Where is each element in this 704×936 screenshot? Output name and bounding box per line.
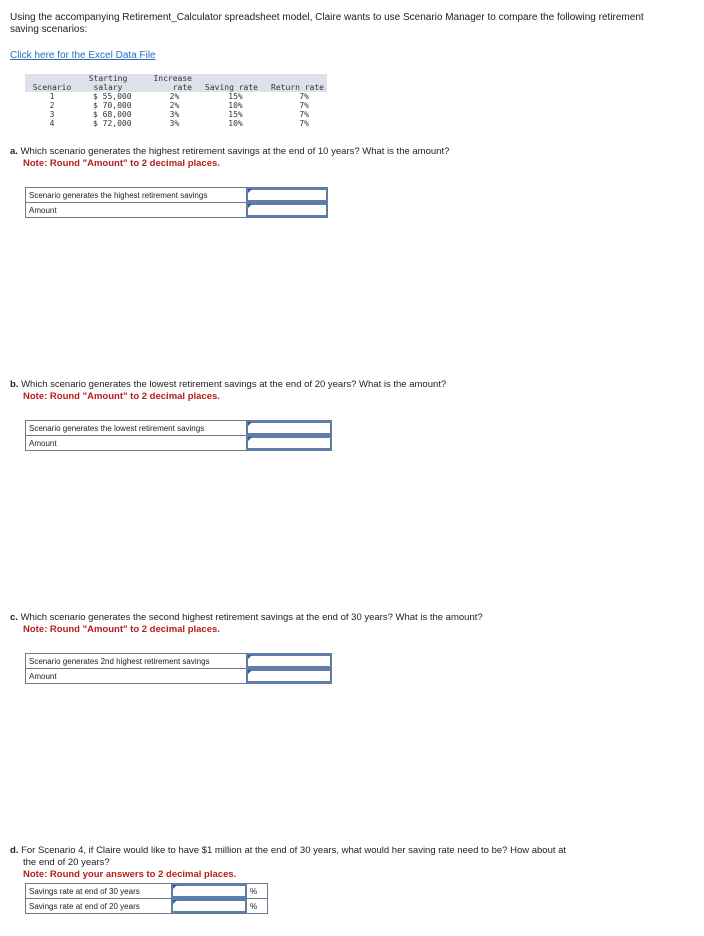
answer-b-label-amount: Amount bbox=[26, 436, 247, 451]
cell-salary: $ 55,000 bbox=[93, 92, 132, 101]
cell-scenario: 1 bbox=[49, 92, 55, 101]
answer-a-amount-input[interactable] bbox=[247, 203, 327, 217]
cell-increase: 2% bbox=[169, 101, 180, 110]
cell-salary: $ 68,000 bbox=[93, 110, 132, 119]
cell-saving: 15% bbox=[228, 110, 243, 119]
intro-text: Using the accompanying Retirement_Calculator spreadsheet model, Claire wants to use Scenario Manager to compare the following retirement saving scenarios: bbox=[10, 12, 644, 35]
answer-d-30-years-input[interactable] bbox=[172, 884, 246, 898]
answer-d-label-20-years: Savings rate at end of 20 years bbox=[26, 899, 172, 914]
table-row bbox=[25, 92, 327, 101]
question-a-note: Note: Round "Amount" to 2 decimal places. bbox=[23, 158, 220, 169]
answer-b-scenario-cell bbox=[247, 421, 332, 436]
col-starting-salary: Starting salary bbox=[79, 74, 137, 92]
answer-a-label-amount: Amount bbox=[26, 203, 247, 218]
question-d-letter: d. bbox=[10, 845, 19, 856]
question-b-note: Note: Round "Amount" to 2 decimal places. bbox=[23, 391, 220, 402]
question-d-text-line1: For Scenario 4, if Claire would like to have $1 million at the end of 30 years, what would her saving rate need to be? How about at bbox=[21, 845, 567, 856]
question-d-note: Note: Round your answers to 2 decimal places. bbox=[23, 869, 237, 880]
answer-table-a bbox=[25, 187, 328, 218]
answer-table-d bbox=[25, 883, 268, 914]
question-b bbox=[10, 379, 650, 403]
cell-return: 7% bbox=[299, 101, 309, 110]
cell-return: 7% bbox=[299, 110, 309, 119]
answer-c-amount-input[interactable] bbox=[247, 669, 331, 683]
answer-a-label-scenario: Scenario generates the highest retirement savings bbox=[26, 188, 247, 203]
question-a bbox=[10, 146, 650, 170]
cell-return: 7% bbox=[299, 119, 309, 128]
answer-a-amount-cell bbox=[247, 203, 328, 218]
scenario-table bbox=[25, 74, 327, 128]
cell-saving: 15% bbox=[228, 92, 243, 101]
answer-table-b bbox=[25, 420, 332, 451]
question-c-text: Which scenario generates the second highest retirement savings at the end of 30 years? What is the amount? bbox=[20, 612, 483, 623]
col-saving-rate: Saving rate bbox=[195, 74, 261, 92]
answer-d-20-years-unit: % bbox=[247, 899, 268, 914]
excel-data-file-link[interactable]: Click here for the Excel Data File bbox=[10, 50, 156, 61]
question-a-text: Which scenario generates the highest retirement savings at the end of 10 years? What is the amount? bbox=[20, 146, 450, 157]
cell-increase: 3% bbox=[169, 110, 180, 119]
col-scenario: Scenario bbox=[25, 74, 79, 92]
answer-c-scenario-cell bbox=[247, 654, 332, 669]
question-d bbox=[10, 845, 650, 881]
question-c bbox=[10, 612, 650, 636]
cell-increase: 3% bbox=[169, 119, 180, 128]
question-b-text: Which scenario generates the lowest retirement savings at the end of 20 years? What is the amount? bbox=[21, 379, 447, 390]
cell-scenario: 4 bbox=[49, 119, 55, 128]
answer-c-amount-cell bbox=[247, 669, 332, 684]
question-d-text-line2: the end of 20 years? bbox=[23, 857, 110, 868]
cell-salary: $ 70,000 bbox=[93, 101, 132, 110]
question-c-note: Note: Round "Amount" to 2 decimal places. bbox=[23, 624, 220, 635]
question-a-letter: a. bbox=[10, 146, 18, 157]
answer-d-20-years-input[interactable] bbox=[172, 899, 246, 913]
question-b-letter: b. bbox=[10, 379, 19, 390]
answer-c-scenario-input[interactable] bbox=[247, 654, 331, 668]
cell-increase: 2% bbox=[169, 92, 180, 101]
cell-return: 7% bbox=[299, 92, 309, 101]
answer-b-label-scenario: Scenario generates the lowest retirement savings bbox=[26, 421, 247, 436]
cell-saving: 10% bbox=[228, 119, 243, 128]
answer-table-c bbox=[25, 653, 332, 684]
answer-d-30-years-cell bbox=[172, 884, 247, 899]
table-row bbox=[25, 101, 327, 110]
cell-saving: 10% bbox=[228, 101, 243, 110]
answer-b-amount-cell bbox=[247, 436, 332, 451]
answer-a-scenario-cell bbox=[247, 188, 328, 203]
table-row bbox=[25, 110, 327, 119]
cell-scenario: 2 bbox=[49, 101, 55, 110]
table-row bbox=[25, 119, 327, 128]
answer-d-20-years-cell bbox=[172, 899, 247, 914]
col-return-rate: Return rate bbox=[261, 74, 327, 92]
answer-c-label-amount: Amount bbox=[26, 669, 247, 684]
answer-b-scenario-input[interactable] bbox=[247, 421, 331, 435]
answer-a-scenario-input[interactable] bbox=[247, 188, 327, 202]
cell-scenario: 3 bbox=[49, 110, 55, 119]
cell-salary: $ 72,000 bbox=[93, 119, 132, 128]
answer-c-label-scenario: Scenario generates 2nd highest retirement savings bbox=[26, 654, 247, 669]
answer-d-label-30-years: Savings rate at end of 30 years bbox=[26, 884, 172, 899]
col-increase-rate: Increase rate bbox=[137, 74, 195, 92]
answer-d-30-years-unit: % bbox=[247, 884, 268, 899]
question-c-letter: c. bbox=[10, 612, 18, 623]
answer-b-amount-input[interactable] bbox=[247, 436, 331, 450]
